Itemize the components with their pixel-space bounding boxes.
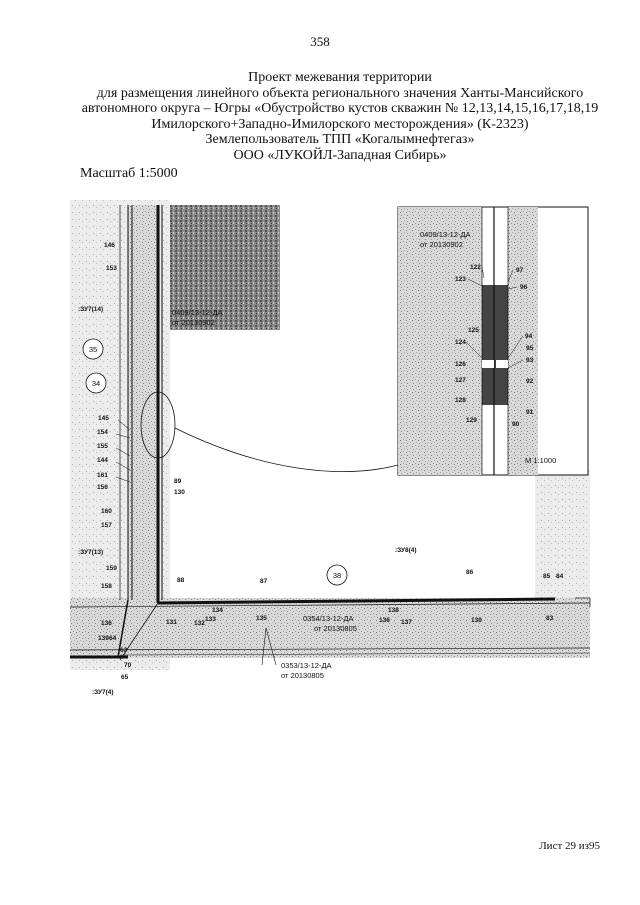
sheet-counter (539, 840, 600, 852)
point-label: 136 (101, 620, 112, 627)
parcel-label: :ЗУ7(14) (78, 306, 104, 313)
title-line: Имилорского+Западно-Имилорского месторождения» (К-2323) (151, 116, 529, 132)
doc-id: 0354/13-12-ДА (303, 614, 354, 623)
point-label: 65 (121, 674, 129, 681)
circle-label: 34 (91, 379, 101, 388)
point-label: 138 (388, 607, 399, 614)
doc-date: от 20130902 (172, 318, 215, 327)
doc-date: от 20130805 (314, 624, 357, 633)
point-label: 85 (543, 573, 551, 580)
point-label: 87 (260, 578, 268, 585)
point-label: 63 (120, 647, 128, 654)
point-label: 122 (470, 264, 481, 271)
doc-id: 0409/13-12-ДА (172, 308, 223, 317)
parcel-label: :ЗУ8(4) (395, 547, 417, 554)
point-label: 96 (520, 284, 528, 291)
point-label: 158 (101, 583, 112, 590)
point-label: 126 (455, 361, 466, 368)
point-label: 70 (124, 662, 132, 669)
point-label: 130 (174, 489, 185, 496)
point-label: 157 (101, 522, 112, 529)
doc-date: от 20130902 (420, 240, 463, 249)
point-label: 160 (101, 508, 112, 515)
point-label: 127 (455, 377, 466, 384)
point-label: 155 (97, 443, 108, 450)
point-label: 97 (516, 267, 524, 274)
point-label: 159 (106, 565, 117, 572)
point-label: 94 (525, 333, 533, 340)
point-label: 92 (526, 378, 534, 385)
point-label: 145 (98, 415, 109, 422)
point-label: 132 (194, 620, 205, 627)
doc-id: 0409/13-12-ДА (420, 230, 471, 239)
detail-connector (175, 428, 398, 472)
point-label: 91 (526, 409, 534, 416)
point-label: 128 (455, 397, 466, 404)
inset-scale: М 1:1000 (525, 456, 557, 465)
point-label: 156 (97, 484, 108, 491)
vertical-corridor (128, 205, 160, 600)
point-label: 124 (455, 339, 466, 346)
sheet-number: 29 (565, 840, 577, 852)
point-label: 139 (471, 617, 482, 624)
sheet-total: 95 (589, 840, 600, 852)
point-label: 153 (106, 265, 117, 272)
circle-label: 35 (88, 345, 98, 354)
doc-id: 0353/13-12-ДА (281, 661, 332, 670)
point-label: 84 (556, 573, 564, 580)
point-label: 129 (466, 417, 477, 424)
title-line: Землепользователь ТПП «Когалымнефтегаз» (205, 132, 475, 147)
sheet-of-label: из (578, 840, 589, 852)
point-label: 95 (526, 345, 534, 352)
point-label: 90 (512, 421, 520, 428)
sheet-label: Лист (539, 840, 563, 852)
point-label: 133 (205, 616, 216, 623)
point-label: 123 (455, 276, 466, 283)
point-label: 83 (546, 615, 554, 622)
title-line: автономного округа – Югры «Обустройство кустов скважин № 12,13,14,15,16,17,18,19 (81, 101, 599, 116)
page-number: 358 (310, 34, 330, 49)
point-label: 144 (97, 457, 108, 464)
point-label: 161 (97, 472, 108, 479)
point-label: 88 (177, 577, 185, 584)
point-label: 146 (104, 242, 115, 249)
point-label: 131 (166, 619, 177, 626)
point-label: 134 (212, 607, 223, 614)
parcel-label: :ЗУ7(13) (78, 549, 104, 556)
point-label: 125 (468, 327, 479, 334)
circle-label: 38 (332, 571, 342, 580)
parcel-label: :ЗУ7(4) (92, 689, 114, 696)
terrain-right (535, 470, 590, 620)
scale-label: Масштаб 1:5000 (80, 166, 178, 181)
point-label: 89 (174, 478, 182, 485)
point-label: 64 (109, 635, 117, 642)
doc-date: от 20130805 (281, 671, 324, 680)
point-label: 86 (466, 569, 474, 576)
point-label: 136 (379, 617, 390, 624)
point-label: 93 (526, 357, 534, 364)
title-line: ООО «ЛУКОЙЛ-Западная Сибирь» (233, 147, 447, 163)
title-line: для размещения линейного объекта регионального значения Ханты-Мансийского (96, 85, 584, 101)
point-label: 135 (256, 615, 267, 622)
point-label: 154 (97, 429, 108, 436)
point-label: 137 (401, 619, 412, 626)
title-line: Проект межевания территории (248, 70, 432, 85)
point-label: 139 (98, 635, 109, 642)
